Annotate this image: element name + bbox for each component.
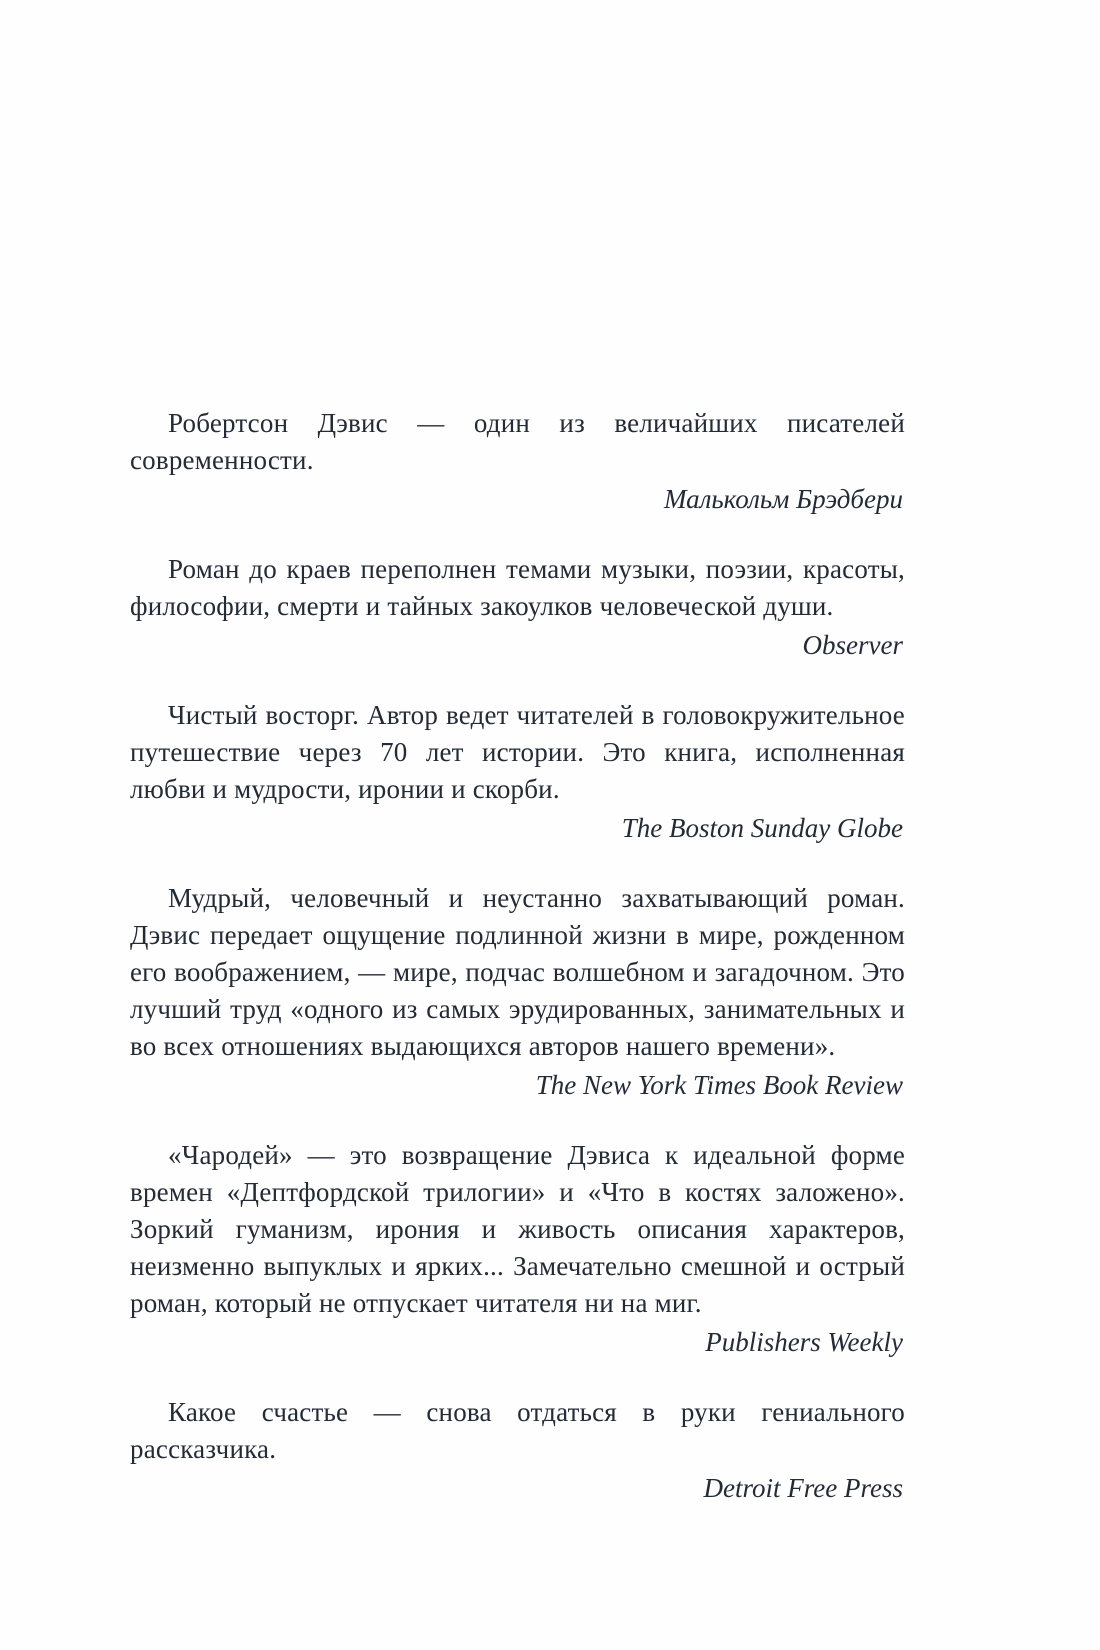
quote-text: Чистый восторг. Автор ведет читателей в головокружительное путешествие через 70 лет истории. Это книга, исполненная любви и мудрости, иронии и скорби.	[130, 700, 905, 804]
quote-source: Observer	[802, 630, 903, 660]
quote-text: Мудрый, человечный и неустанно захватывающий роман. Дэвис передает ощущение подлинной жизни в мире, рожденном его воображением, — мире, подчас волшебном и загадочном. Это лучший труд «одного из самых эрудированных, занимательных и во всех отношениях выдающихся авторов нашего времени».	[130, 883, 905, 1061]
quote-text: «Чародей» — это возвращение Дэвиса к идеальной форме времен «Дептфордской трилогии» и «Что в костях заложено». Зоркий гуманизм, ирония и живость описания характеров, неизменно выпуклых и ярких... Замечательно смешной и острый роман, который не отпускает читателя ни на миг.	[130, 1140, 905, 1318]
quote-source: The Boston Sunday Globe	[621, 813, 903, 843]
review-quote	[130, 880, 905, 1105]
review-quote	[130, 551, 905, 665]
review-quote	[130, 1394, 905, 1508]
quote-source: Detroit Free Press	[703, 1473, 903, 1503]
review-quote	[130, 405, 905, 519]
quote-source: Publishers Weekly	[705, 1327, 903, 1357]
quote-source: Малькольм Брэдбери	[664, 484, 903, 514]
review-quote	[130, 1137, 905, 1362]
quote-text: Роман до краев переполнен темами музыки, поэзии, красоты, философии, смерти и тайных закоулков человеческой души.	[130, 554, 905, 621]
quote-text: Какое счастье — снова отдаться в руки гениального рассказчика.	[130, 1397, 905, 1464]
quote-source: The New York Times Book Review	[535, 1070, 903, 1100]
review-quote	[130, 697, 905, 848]
quote-text: Робертсон Дэвис — один из величайших писателей современности.	[130, 408, 905, 475]
